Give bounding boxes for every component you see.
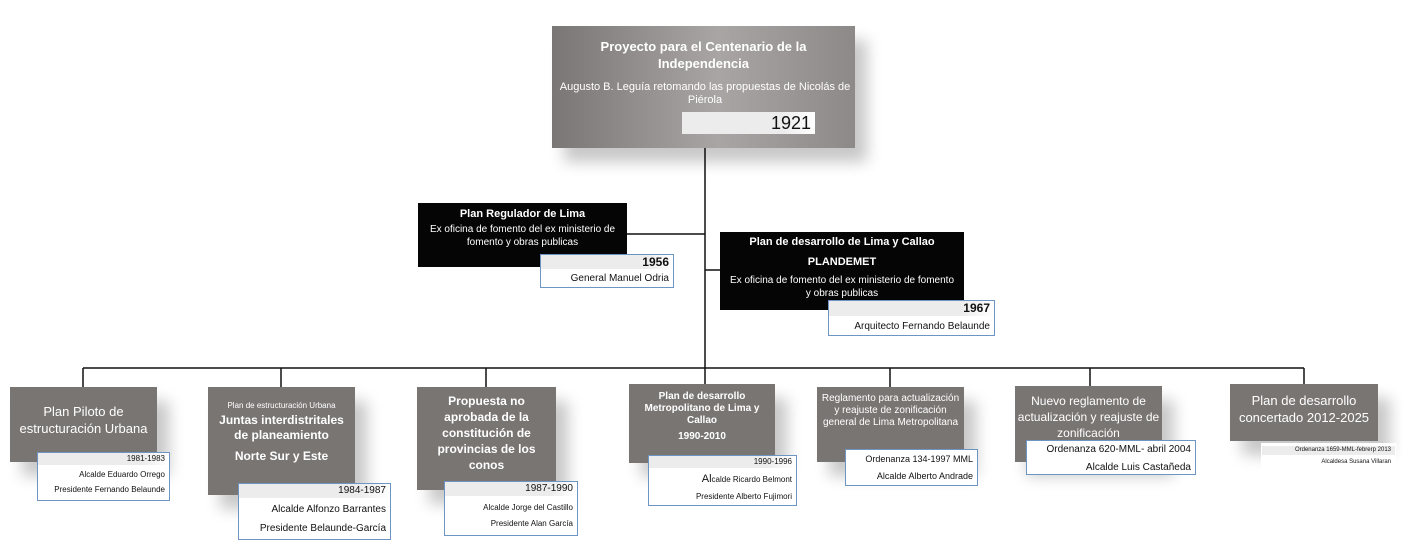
centenario-title: Proyecto para el Centenario de la Independencia — [600, 39, 807, 71]
juntas-tag — [238, 483, 391, 540]
juntas-line2: Presidente Belaunde-García — [259, 523, 386, 534]
plan-regulador-desc: Ex oficina de fomento del ex ministerio de fomento y obras publicas — [429, 224, 616, 248]
juntas-year: 1984-1987 — [239, 484, 390, 498]
plan-regulador-person: General Manuel Odria — [570, 273, 669, 284]
plan-concertado-title: Plan de desarrollo concertado 2012-2025 — [1238, 393, 1370, 425]
conos-tag — [444, 481, 578, 536]
conos-box — [417, 387, 556, 490]
plan-metropolitano-line1 — [649, 473, 796, 486]
plandemet-acronym: PLANDEMET — [807, 256, 877, 268]
plan-regulador-tag — [540, 254, 674, 288]
reglamento-line1: Ordenanza 134-1997 MML — [865, 454, 973, 464]
plan-piloto-box — [10, 387, 157, 462]
plan-metropolitano-box — [629, 384, 775, 463]
conos-title: Propuesta no aprobada de la constitución de provincias de los conos — [437, 394, 536, 472]
plan-regulador-title: Plan Regulador de Lima — [459, 208, 586, 220]
plandemet-tag — [828, 300, 995, 336]
plan-concertado-box — [1230, 384, 1378, 441]
conos-line2: Presidente Alan García — [490, 519, 573, 528]
centenario-year: 1921 — [682, 112, 815, 134]
juntas-box — [208, 387, 355, 495]
conos-line1: Alcalde Jorge del Castillo — [483, 503, 573, 512]
juntas-line1: Alcalde Alfonzo Barrantes — [271, 504, 386, 515]
nuevo-reglamento-title: Nuevo reglamento de actualización y reajuste de zonificación — [1017, 394, 1160, 440]
plandemet-title: Plan de desarrollo de Lima y Callao — [749, 236, 935, 248]
plan-concertado-tag — [1261, 443, 1396, 470]
plan-piloto-line2: Presidente Fernando Belaunde — [54, 485, 165, 494]
plandemet-person: Arquitecto Fernando Belaunde — [854, 321, 990, 332]
plan-metropolitano-sub: 1990-2010 — [678, 431, 726, 442]
juntas-pre: Plan de estructuración Urbana — [227, 401, 336, 410]
plan-metropolitano-line2: Presidente Alberto Fujimori — [695, 492, 792, 501]
plan-concertado-line1: Ordenanza 1659-MML-febrerp 2013 — [1262, 446, 1395, 455]
plan-metropolitano-tag — [648, 455, 797, 506]
centenario-subtitle: Augusto B. Leguía retomando las propuestas de Nicolás de Piérola — [559, 81, 851, 106]
plan-metropolitano-title: Plan de desarrollo Metropolitano de Lima y Callao — [644, 391, 760, 426]
reglamento-title: Reglamento para actualización y reajuste de zonificación general de Lima Metropolitana — [821, 393, 960, 428]
plan-piloto-title: Plan Piloto de estructuración Urbana — [19, 404, 148, 436]
plan-metropolitano-year: 1990-1996 — [649, 456, 796, 468]
nuevo-reglamento-line1: Ordenanza 620-MML- abril 2004 — [1046, 444, 1191, 455]
nuevo-reglamento-tag — [1026, 440, 1196, 475]
plan-concertado-line2: Alcaldesa Susana Villaran — [1321, 459, 1391, 465]
plan-metropolitano-line1-prefix: Al — [701, 473, 712, 485]
plan-piloto-year: 1981-1983 — [38, 453, 169, 465]
reglamento-line2: Alcalde Alberto Andrade — [876, 471, 973, 481]
juntas-sub: Norte Sur y Este — [234, 449, 329, 463]
centenario-box — [552, 26, 855, 148]
plandemet-year: 1967 — [829, 301, 994, 316]
plan-piloto-line1: Alcalde Eduardo Orrego — [79, 470, 165, 479]
plan-regulador-year: 1956 — [541, 255, 673, 269]
plan-piloto-tag — [37, 452, 170, 501]
reglamento-tag — [845, 449, 978, 486]
plan-metropolitano-line1-rest: calde Ricardo Belmont — [711, 475, 792, 484]
juntas-title: Juntas interdistritales de planeamiento — [219, 413, 344, 442]
plandemet-desc: Ex oficina de fomento del ex ministerio de fomento y obras publicas — [730, 275, 955, 299]
nuevo-reglamento-line2: Alcalde Luis Castañeda — [1085, 462, 1191, 473]
conos-year: 1987-1990 — [445, 482, 577, 496]
plandemet-box — [720, 232, 964, 310]
